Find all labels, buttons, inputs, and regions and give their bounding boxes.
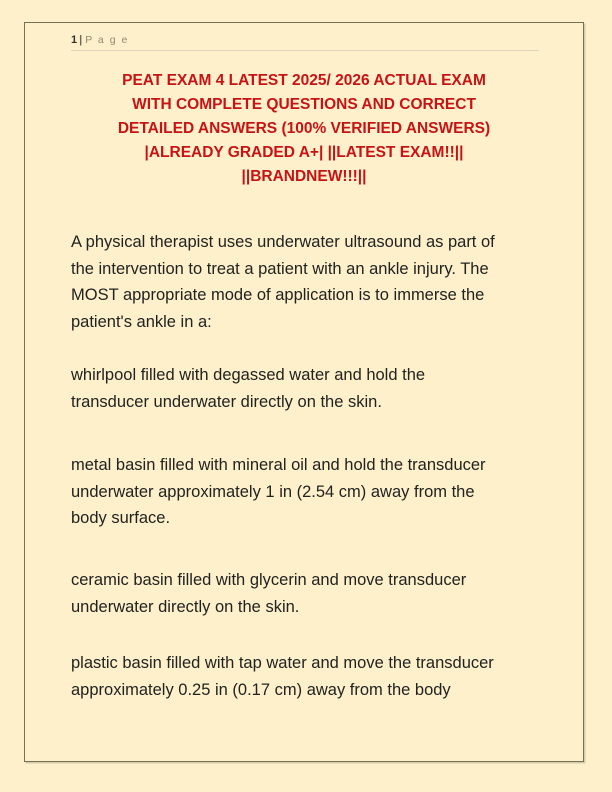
option-paragraph-4 <box>71 650 579 703</box>
title-line: PEAT EXAM 4 LATEST 2025/ 2026 ACTUAL EXAM <box>122 72 486 89</box>
page-number: 1 <box>71 34 78 46</box>
paragraph-line: transducer underwater directly on the skin. <box>71 392 382 411</box>
option-paragraph-2 <box>71 452 579 532</box>
paragraph-line: metal basin filled with mineral oil and hold the transducer <box>71 456 486 474</box>
header-separator: | <box>79 34 83 46</box>
paragraph-line: approximately 0.25 in (0.17 cm) away from the body <box>71 680 451 699</box>
paragraph-line: body surface. <box>71 509 171 527</box>
paragraph-line: underwater approximately 1 in (2.54 cm) away from the <box>71 482 475 501</box>
exam-title <box>25 69 583 189</box>
page-header <box>71 34 539 51</box>
paragraph-line: ceramic basin filled with glycerin and move transducer <box>71 571 467 589</box>
title-line: WITH COMPLETE QUESTIONS AND CORRECT <box>132 96 476 113</box>
document-page <box>24 22 584 762</box>
paragraph-line: underwater directly on the skin. <box>71 597 300 616</box>
paragraph-line: patient's ankle in a: <box>71 312 212 331</box>
paragraph-line: A physical therapist uses underwater ultrasound as part of <box>71 233 495 251</box>
paragraph-line: the intervention to treat a patient with an ankle injury. The <box>71 259 489 278</box>
title-line: |ALREADY GRADED A+| ||LATEST EXAM!!|| <box>144 144 464 161</box>
option-paragraph-1 <box>71 362 579 415</box>
title-line: DETAILED ANSWERS (100% VERIFIED ANSWERS) <box>117 120 491 137</box>
paragraph-line: plastic basin filled with tap water and move the transducer <box>71 654 494 672</box>
paragraph-line: whirlpool filled with degassed water and hold the <box>71 366 426 384</box>
header-page-label: P a g e <box>85 34 129 46</box>
paragraph-line: MOST appropriate mode of application is to immerse the <box>71 286 485 304</box>
question-paragraph <box>71 229 579 335</box>
option-paragraph-3 <box>71 567 579 620</box>
title-line: ||BRANDNEW!!!|| <box>241 168 367 185</box>
